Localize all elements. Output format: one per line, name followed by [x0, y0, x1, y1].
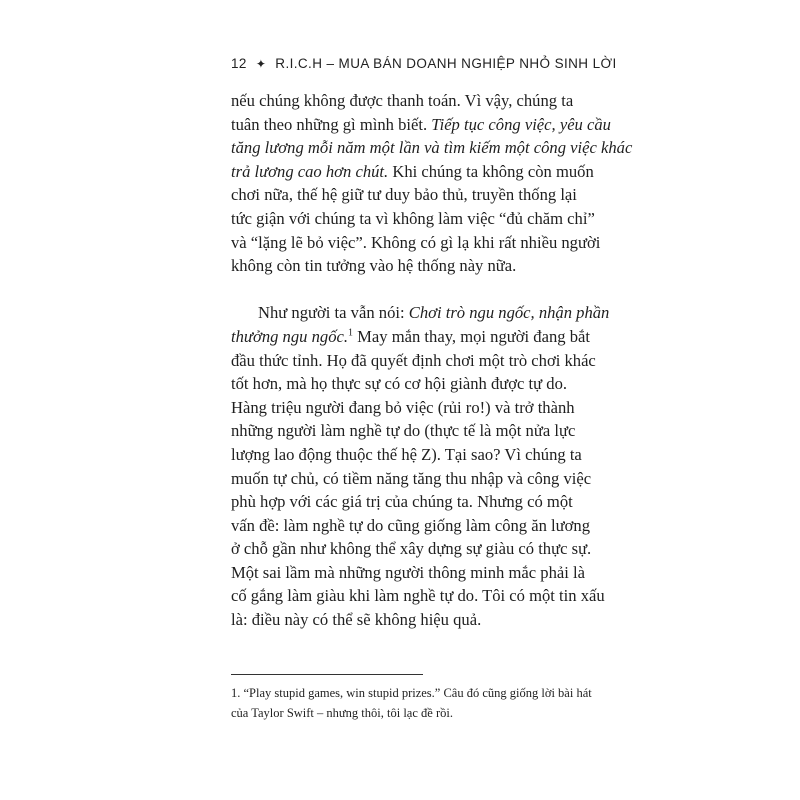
italic-run: thưởng ngu ngốc. — [231, 326, 348, 346]
paragraph-gap — [231, 278, 593, 302]
footnote-line: của Taylor Swift – nhưng thôi, tôi lạc đề rồi. — [231, 706, 453, 720]
text-line — [231, 325, 593, 349]
text-line: Một sai lầm mà những người thông minh mắc phải là — [231, 562, 585, 582]
text-line — [231, 113, 611, 137]
paragraph-1 — [231, 89, 633, 278]
text-line: không còn tin tưởng vào hệ thống này nữa. — [231, 256, 517, 276]
text-line: và “lặng lẽ bỏ việc”. Không có gì lạ khi rất nhiều người — [231, 232, 601, 252]
text-line: phù hợp với các giá trị của chúng ta. Nhưng có một — [231, 492, 573, 512]
text-line: những người làm nghề tự do (thực tế là một nửa lực — [231, 421, 576, 441]
footnote-reference: 1 — [348, 327, 353, 339]
text-line — [231, 160, 593, 184]
star-ornament-icon: ✦ — [255, 57, 267, 71]
text-line: muốn tự chủ, có tiềm năng tăng thu nhập và công việc — [231, 468, 592, 488]
italic-run: Tiếp tục công việc, yêu cầu — [431, 114, 611, 134]
text-line: nếu chúng không được thanh toán. Vì vậy, chúng ta — [231, 91, 574, 110]
page-number: 12 — [231, 56, 247, 71]
body-text — [231, 89, 633, 632]
text-run: tuân theo những gì mình biết. — [231, 114, 432, 134]
footnote — [231, 683, 601, 723]
book-title: R.I.C.H – MUA BÁN DOANH NGHIỆP NHỎ SINH LỜI — [275, 56, 617, 71]
text-line: lượng lao động thuộc thế hệ Z). Tại sao? Vì chúng ta — [231, 444, 582, 464]
text-line: ở chỗ gần như không thể xây dựng sự giàu có thực sự. — [231, 539, 592, 559]
text-line: Hàng triệu người đang bỏ việc (rủi ro!) và trở thành — [231, 397, 575, 417]
text-run: May mắn thay, mọi người đang bắt — [353, 326, 590, 346]
text-line: là: điều này có thể sẽ không hiệu quả. — [231, 610, 482, 630]
running-header — [231, 56, 617, 71]
text-line: tức giận với chúng ta vì không làm việc “đủ chăm chỉ” — [231, 208, 595, 228]
text-line — [231, 301, 610, 325]
paragraph-2 — [231, 301, 610, 631]
text-line: cố gắng làm giàu khi làm nghề tự do. Tôi có một tin xấu — [231, 586, 605, 606]
text-line: vấn đề: làm nghề tự do cũng giống làm công ăn lương — [231, 515, 591, 535]
italic-run: Chơi trò ngu ngốc, nhận phần — [408, 303, 610, 323]
text-run: Khi chúng ta không còn muốn — [388, 161, 594, 181]
text-line: chơi nữa, thế hệ giữ tư duy bảo thủ, truyền thống lại — [231, 185, 577, 205]
text-line: tốt hơn, mà họ thực sự có cơ hội giành được tự do. — [231, 374, 568, 394]
italic-line: tăng lương mỗi năm một lần và tìm kiếm một công việc khác — [231, 138, 633, 158]
footnote-divider — [231, 674, 423, 675]
text-line: đầu thức tỉnh. Họ đã quyết định chơi một trò chơi khác — [231, 350, 596, 370]
italic-run: trả lương cao hơn chút. — [231, 161, 389, 181]
footnote-line: 1. “Play stupid games, win stupid prizes.” Câu đó cũng giống lời bài hát — [231, 686, 592, 700]
text-run: Như người ta vẫn nói: — [258, 303, 409, 323]
